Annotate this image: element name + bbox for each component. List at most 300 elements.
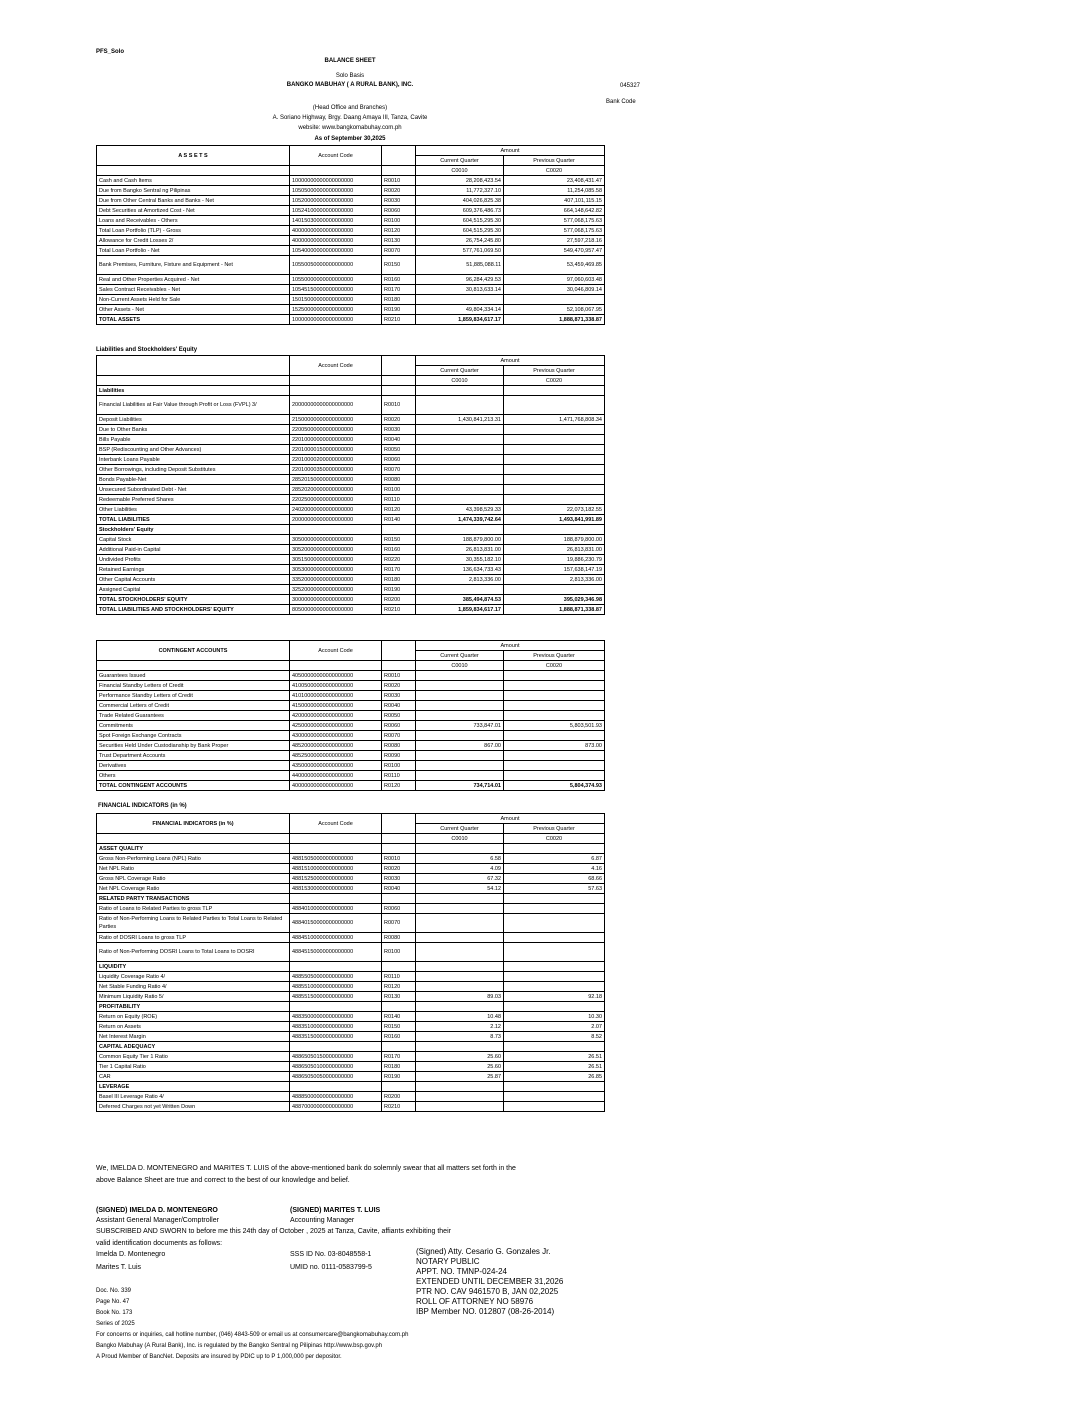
- row-previous-amount: 92.18: [504, 992, 605, 1002]
- table-cell: [97, 376, 290, 386]
- row-ref-code: R0160: [382, 545, 416, 555]
- office-note: (Head Office and Branches): [312, 105, 388, 111]
- row-label: Non-Current Assets Held for Sale: [97, 295, 290, 305]
- table-row: [97, 962, 605, 972]
- row-previous-amount: 4.16: [504, 864, 605, 874]
- row-previous-amount: [504, 904, 605, 914]
- row-label: Bonds Payable-Net: [97, 475, 290, 485]
- row-ref-code: R0050: [382, 711, 416, 721]
- footnote-pdic: A Proud Member of BancNet. Deposits are insured by PDIC up to P 1,000,000 per depositor.: [96, 1354, 342, 1360]
- account-code-header: Account Code: [290, 356, 382, 376]
- row-account-code: [290, 386, 382, 396]
- row-label: Gross Non-Performing Loans (NPL) Ratio: [97, 854, 290, 864]
- amount-header: Amount: [416, 146, 605, 156]
- row-previous-amount: [504, 914, 605, 933]
- row-label: Securities Held Under Custodianship by Bank Proper: [97, 741, 290, 751]
- row-ref-code: R0140: [382, 515, 416, 525]
- row-label: BSP (Rediscounting and Other Advances): [97, 445, 290, 455]
- row-current-amount: [416, 1102, 504, 1112]
- table-row: [97, 711, 605, 721]
- row-account-code: 42500000000000000000: [290, 721, 382, 731]
- row-ref-code: R0060: [382, 721, 416, 731]
- row-label: Interbank Loans Payable: [97, 455, 290, 465]
- row-account-code: 48865050150000000000: [290, 1052, 382, 1062]
- notary-line: APPT. NO. TMNP-024-24: [416, 1267, 507, 1276]
- row-previous-amount: [504, 455, 605, 465]
- indicators-table: [96, 813, 605, 1112]
- table-row: [97, 525, 605, 535]
- row-previous-amount: 27,597,218.16: [504, 236, 605, 246]
- row-previous-amount: [504, 585, 605, 595]
- row-previous-amount: [504, 711, 605, 721]
- row-ref-code: [382, 844, 416, 854]
- amount-header: Amount: [416, 356, 605, 366]
- page-title: BALANCE SHEET: [324, 58, 376, 64]
- table-row: [97, 415, 605, 425]
- table-row: [97, 186, 605, 196]
- table-cell: [382, 834, 416, 844]
- row-previous-amount: [504, 761, 605, 771]
- row-current-amount: [416, 425, 504, 435]
- row-previous-amount: 8.52: [504, 1032, 605, 1042]
- row-label: Liquidity Coverage Ratio 4/: [97, 972, 290, 982]
- page-subtitle: Solo Basis: [335, 73, 365, 79]
- row-ref-code: R0160: [382, 275, 416, 285]
- file-tag: PFS_Solo: [96, 49, 125, 55]
- row-previous-amount: [504, 495, 605, 505]
- row-previous-amount: 26,813,831.00: [504, 545, 605, 555]
- row-label: Spot Foreign Exchange Contracts: [97, 731, 290, 741]
- row-previous-amount: [504, 1092, 605, 1102]
- row-label: LEVERAGE: [97, 1082, 290, 1092]
- row-ref-code: R0210: [382, 605, 416, 615]
- row-account-code: 44000000000000000000: [290, 771, 382, 781]
- table-cell: [290, 166, 382, 176]
- row-ref-code: R0200: [382, 1092, 416, 1102]
- row-account-code: 15015000000000000000: [290, 295, 382, 305]
- row-label: Derivatives: [97, 761, 290, 771]
- row-current-amount: 404,026,825.38: [416, 196, 504, 206]
- row-ref-code: R0010: [382, 176, 416, 186]
- row-ref-code: R0120: [382, 982, 416, 992]
- row-current-amount: [416, 396, 504, 415]
- row-account-code: 48865050100000000000: [290, 1062, 382, 1072]
- row-account-code: 41005000000000000000: [290, 681, 382, 691]
- row-account-code: 30515000000000000000: [290, 555, 382, 565]
- table-row: [97, 972, 605, 982]
- row-label: Debt Securities at Amortized Cost - Net: [97, 206, 290, 216]
- table-cell: [382, 146, 416, 166]
- row-label: Basel III Leverage Ratio 4/: [97, 1092, 290, 1102]
- row-account-code: 28520150000000000000: [290, 475, 382, 485]
- table-row: [97, 1092, 605, 1102]
- as-of-date: As of September 30,2025: [314, 136, 386, 142]
- row-label: Due from Bangko Sentral ng Pilipinas: [97, 186, 290, 196]
- row-previous-amount: 873.00: [504, 741, 605, 751]
- row-current-amount: 734,714.01: [416, 781, 504, 791]
- row-previous-amount: 26.51: [504, 1062, 605, 1072]
- row-account-code: 41010000000000000000: [290, 691, 382, 701]
- row-previous-amount: 57.63: [504, 884, 605, 894]
- row-previous-amount: 30,046,809.14: [504, 285, 605, 295]
- row-ref-code: [382, 1042, 416, 1052]
- row-account-code: 80500000000000000000: [290, 605, 382, 615]
- row-previous-amount: [504, 691, 605, 701]
- signer-2-name: (SIGNED) MARITES T. LUIS: [290, 1207, 381, 1214]
- row-account-code: 22010000150000000000: [290, 445, 382, 455]
- row-previous-amount: 1,888,871,338.87: [504, 315, 605, 325]
- financial-indicators-title: FINANCIAL INDICATORS (in %): [98, 803, 187, 809]
- notary-line: ROLL OF ATTORNEY NO 58976: [416, 1297, 534, 1306]
- row-previous-amount: 97,060,603.48: [504, 275, 605, 285]
- row-label: Deferred Charges not yet Written Down: [97, 1102, 290, 1112]
- table-row: [97, 1052, 605, 1062]
- row-previous-amount: 5,803,501.93: [504, 721, 605, 731]
- account-code-header: Account Code: [290, 641, 382, 661]
- row-label: Sales Contract Receivables - Net: [97, 285, 290, 295]
- row-previous-amount: [504, 1042, 605, 1052]
- row-previous-amount: [504, 943, 605, 962]
- row-label: Deposit Liabilities: [97, 415, 290, 425]
- row-ref-code: R0190: [382, 305, 416, 315]
- table-row: [97, 874, 605, 884]
- liabilities-section-title: Liabilities and Stockholders' Equity: [96, 347, 198, 353]
- row-current-amount: [416, 585, 504, 595]
- row-previous-amount: 395,029,346.98: [504, 595, 605, 605]
- oath-line-2: above Balance Sheet are true and correct to the best of our knowledge and belief.: [96, 1177, 350, 1184]
- table-row: [97, 565, 605, 575]
- table-row: [97, 1102, 605, 1112]
- row-current-amount: [416, 455, 504, 465]
- assets-header: A S S E T S: [97, 146, 290, 166]
- row-ref-code: R0180: [382, 295, 416, 305]
- row-account-code: 40000000000000000000: [290, 226, 382, 236]
- row-label: Tier 1 Capital Ratio: [97, 1062, 290, 1072]
- row-account-code: 21500000000000000000: [290, 415, 382, 425]
- row-ref-code: R0020: [382, 415, 416, 425]
- row-account-code: 48840150000000000000: [290, 914, 382, 933]
- row-ref-code: R0050: [382, 445, 416, 455]
- row-previous-amount: [504, 485, 605, 495]
- row-label: Allowance for Credit Losses 2/: [97, 236, 290, 246]
- row-label: TOTAL LIABILITIES AND STOCKHOLDERS' EQUITY: [97, 605, 290, 615]
- table-row: [97, 781, 605, 791]
- row-current-amount: [416, 495, 504, 505]
- row-label: Minimum Liquidity Ratio 5/: [97, 992, 290, 1002]
- table-row: [97, 761, 605, 771]
- row-ref-code: R0180: [382, 1062, 416, 1072]
- row-ref-code: R0100: [382, 485, 416, 495]
- previous-code: C0020: [504, 834, 605, 844]
- row-ref-code: R0140: [382, 1012, 416, 1022]
- table-row: [97, 275, 605, 285]
- row-current-amount: 96,284,429.53: [416, 275, 504, 285]
- row-account-code: 24020000000000000000: [290, 505, 382, 515]
- row-label: Net Stable Funding Ratio 4/: [97, 982, 290, 992]
- notary-line: NOTARY PUBLIC: [416, 1257, 480, 1266]
- table-row: [97, 435, 605, 445]
- row-current-amount: 26,754,245.80: [416, 236, 504, 246]
- signer-1-title: Assistant General Manager/Comptroller: [96, 1217, 219, 1224]
- row-label: Guarantees Issued: [97, 671, 290, 681]
- row-previous-amount: 188,879,800.00: [504, 535, 605, 545]
- row-label: Total Loan Portfolio - Net: [97, 246, 290, 256]
- table-row: [97, 691, 605, 701]
- table-row: [97, 256, 605, 275]
- row-label: Common Equity Tier 1 Ratio: [97, 1052, 290, 1062]
- current-code: C0010: [416, 834, 504, 844]
- row-current-amount: [416, 386, 504, 396]
- row-current-amount: [416, 894, 504, 904]
- row-current-amount: 867.00: [416, 741, 504, 751]
- row-current-amount: [416, 731, 504, 741]
- row-current-amount: 1,474,339,742.64: [416, 515, 504, 525]
- table-row: [97, 992, 605, 1002]
- row-current-amount: [416, 1002, 504, 1012]
- row-previous-amount: [504, 435, 605, 445]
- row-account-code: 10545150000000000000: [290, 285, 382, 295]
- row-label: Others: [97, 771, 290, 781]
- row-current-amount: 67.32: [416, 874, 504, 884]
- table-row: [97, 721, 605, 731]
- table-row: [97, 751, 605, 761]
- row-previous-amount: 549,470,957.47: [504, 246, 605, 256]
- row-current-amount: [416, 681, 504, 691]
- row-account-code: 43000000000000000000: [290, 731, 382, 741]
- row-ref-code: [382, 1002, 416, 1012]
- row-ref-code: R0170: [382, 565, 416, 575]
- row-label: Assigned Capital: [97, 585, 290, 595]
- row-current-amount: 54.12: [416, 884, 504, 894]
- table-cell: [97, 356, 290, 376]
- current-code: C0010: [416, 661, 504, 671]
- row-account-code: 10540000000000000000: [290, 246, 382, 256]
- row-current-amount: [416, 914, 504, 933]
- row-previous-amount: [504, 525, 605, 535]
- row-current-amount: 1,859,834,617.17: [416, 605, 504, 615]
- row-ref-code: R0010: [382, 671, 416, 681]
- row-current-amount: [416, 701, 504, 711]
- row-current-amount: [416, 933, 504, 943]
- row-ref-code: [382, 525, 416, 535]
- table-row: [97, 681, 605, 691]
- current-quarter-header: Current Quarter: [416, 366, 504, 376]
- row-label: Loans and Receivables - Others: [97, 216, 290, 226]
- row-label: Stockholders' Equity: [97, 525, 290, 535]
- row-label: Return on Equity (ROE): [97, 1012, 290, 1022]
- bank-code-value: 045327: [620, 83, 641, 89]
- table-row: [97, 1012, 605, 1022]
- row-account-code: [290, 1082, 382, 1092]
- row-current-amount: 30,355,182.10: [416, 555, 504, 565]
- row-label: Trade Related Guarantees: [97, 711, 290, 721]
- row-previous-amount: [504, 425, 605, 435]
- row-ref-code: R0020: [382, 186, 416, 196]
- table-row: [97, 771, 605, 781]
- row-current-amount: [416, 525, 504, 535]
- table-row: [97, 246, 605, 256]
- row-account-code: 30500000000000000000: [290, 535, 382, 545]
- row-current-amount: 8.73: [416, 1032, 504, 1042]
- row-ref-code: R0030: [382, 691, 416, 701]
- row-ref-code: R0190: [382, 1072, 416, 1082]
- table-row: [97, 1002, 605, 1012]
- row-current-amount: 28,208,423.54: [416, 176, 504, 186]
- row-ref-code: R0100: [382, 216, 416, 226]
- row-previous-amount: [504, 1082, 605, 1092]
- row-previous-amount: 6.87: [504, 854, 605, 864]
- previous-quarter-header: Previous Quarter: [504, 366, 605, 376]
- row-current-amount: 25.60: [416, 1062, 504, 1072]
- row-previous-amount: 26.85: [504, 1072, 605, 1082]
- row-ref-code: R0100: [382, 943, 416, 962]
- row-previous-amount: [504, 894, 605, 904]
- row-account-code: [290, 1042, 382, 1052]
- row-label: Additional Paid-in Capital: [97, 545, 290, 555]
- row-current-amount: 6.58: [416, 854, 504, 864]
- row-account-code: 48855050000000000000: [290, 972, 382, 982]
- table-row: [97, 884, 605, 894]
- row-current-amount: [416, 1042, 504, 1052]
- row-current-amount: [416, 475, 504, 485]
- row-ref-code: R0010: [382, 396, 416, 415]
- row-previous-amount: 53,459,469.85: [504, 256, 605, 275]
- row-account-code: 48835000000000000000: [290, 1012, 382, 1022]
- row-current-amount: [416, 982, 504, 992]
- row-ref-code: R0200: [382, 595, 416, 605]
- valid-id-text: valid identification documents as follows:: [96, 1240, 223, 1247]
- notary-line: PTR NO. CAV 9461570 B, JAN 02,2025: [416, 1287, 559, 1296]
- row-previous-amount: 664,148,642.82: [504, 206, 605, 216]
- row-ref-code: R0150: [382, 535, 416, 545]
- row-previous-amount: 407,101,115.15: [504, 196, 605, 206]
- row-label: CAPITAL ADEQUACY: [97, 1042, 290, 1052]
- row-previous-amount: [504, 701, 605, 711]
- table-row: [97, 196, 605, 206]
- row-ref-code: R0170: [382, 285, 416, 295]
- row-previous-amount: 577,068,175.63: [504, 216, 605, 226]
- book-no: Book No. 173: [96, 1310, 133, 1316]
- row-ref-code: R0150: [382, 1022, 416, 1032]
- row-previous-amount: 577,068,175.63: [504, 226, 605, 236]
- table-row: [97, 505, 605, 515]
- row-label: Total Loan Portfolio (TLP) - Gross: [97, 226, 290, 236]
- table-row: [97, 425, 605, 435]
- row-ref-code: R0070: [382, 731, 416, 741]
- row-current-amount: [416, 962, 504, 972]
- table-row: [97, 1032, 605, 1042]
- row-label: Gross NPL Coverage Ratio: [97, 874, 290, 884]
- row-ref-code: R0030: [382, 425, 416, 435]
- contingent-table: [96, 640, 605, 791]
- row-ref-code: R0040: [382, 884, 416, 894]
- table-row: [97, 1062, 605, 1072]
- row-ref-code: R0070: [382, 246, 416, 256]
- row-label: Other Capital Accounts: [97, 575, 290, 585]
- row-current-amount: [416, 671, 504, 681]
- row-label: PROFITABILITY: [97, 1002, 290, 1012]
- table-row: [97, 1042, 605, 1052]
- row-current-amount: [416, 435, 504, 445]
- row-label: Ratio of Non-Performing Loans to Related Parties to Total Loans to Related Parties: [97, 914, 290, 933]
- row-label: Real and Other Properties Acquired - Net: [97, 275, 290, 285]
- row-label: TOTAL STOCKHOLDERS' EQUITY: [97, 595, 290, 605]
- table-row: [97, 595, 605, 605]
- row-ref-code: R0040: [382, 701, 416, 711]
- row-current-amount: [416, 1082, 504, 1092]
- row-account-code: 20000000000000000000: [290, 396, 382, 415]
- table-row: [97, 605, 605, 615]
- notary-block: [416, 1247, 563, 1317]
- row-ref-code: R0120: [382, 226, 416, 236]
- previous-quarter-header: Previous Quarter: [504, 824, 605, 834]
- table-row: [97, 455, 605, 465]
- row-account-code: 20000000000000000000: [290, 515, 382, 525]
- row-previous-amount: [504, 844, 605, 854]
- table-row: [97, 386, 605, 396]
- id-1-doc: SSS ID No. 03-8048558-1: [290, 1251, 372, 1258]
- row-account-code: 22010000200000000000: [290, 455, 382, 465]
- row-current-amount: 136,634,733.43: [416, 565, 504, 575]
- bank-code-label: Bank Code: [606, 99, 636, 105]
- row-ref-code: R0090: [382, 751, 416, 761]
- signer-1-name: (SIGNED) IMELDA D. MONTENEGRO: [96, 1207, 218, 1214]
- table-row: [97, 1022, 605, 1032]
- row-label: Financial Liabilities at Fair Value through Profit or Loss (FVPL) 3/: [97, 396, 290, 415]
- table-cell: [382, 166, 416, 176]
- row-previous-amount: 2.07: [504, 1022, 605, 1032]
- row-current-amount: [416, 844, 504, 854]
- row-previous-amount: 11,254,085.58: [504, 186, 605, 196]
- row-ref-code: R0080: [382, 933, 416, 943]
- row-previous-amount: 1,471,768,808.34: [504, 415, 605, 425]
- row-previous-amount: 19,886,230.79: [504, 555, 605, 565]
- row-label: Trust Department Accounts: [97, 751, 290, 761]
- row-previous-amount: [504, 982, 605, 992]
- account-code-header: Account Code: [290, 814, 382, 834]
- row-label: Due to Other Banks: [97, 425, 290, 435]
- row-account-code: 48835100000000000000: [290, 1022, 382, 1032]
- row-ref-code: R0060: [382, 455, 416, 465]
- row-account-code: 32520000000000000000: [290, 585, 382, 595]
- row-label: Cash and Cash Items: [97, 176, 290, 186]
- amount-header: Amount: [416, 641, 605, 651]
- series: Series of 2025: [96, 1321, 135, 1327]
- table-row: [97, 575, 605, 585]
- row-current-amount: 51,885,088.11: [416, 256, 504, 275]
- row-label: Unsecured Subordinated Debt - Net: [97, 485, 290, 495]
- row-ref-code: R0080: [382, 741, 416, 751]
- row-previous-amount: [504, 751, 605, 761]
- row-label: Due from Other Central Banks and Banks - Net: [97, 196, 290, 206]
- row-account-code: 22010000000000000000: [290, 435, 382, 445]
- row-current-amount: 1,430,841,213.31: [416, 415, 504, 425]
- table-row: [97, 396, 605, 415]
- previous-quarter-header: Previous Quarter: [504, 651, 605, 661]
- current-code: C0010: [416, 166, 504, 176]
- table-cell: [382, 641, 416, 661]
- row-account-code: [290, 894, 382, 904]
- row-account-code: 48840100000000000000: [290, 904, 382, 914]
- table-row: [97, 671, 605, 681]
- previous-code: C0020: [504, 661, 605, 671]
- row-previous-amount: [504, 962, 605, 972]
- row-account-code: [290, 844, 382, 854]
- table-cell: [290, 834, 382, 844]
- row-account-code: 42000000000000000000: [290, 711, 382, 721]
- row-label: Ratio of DOSRI Loans to gross TLP: [97, 933, 290, 943]
- table-row: [97, 206, 605, 216]
